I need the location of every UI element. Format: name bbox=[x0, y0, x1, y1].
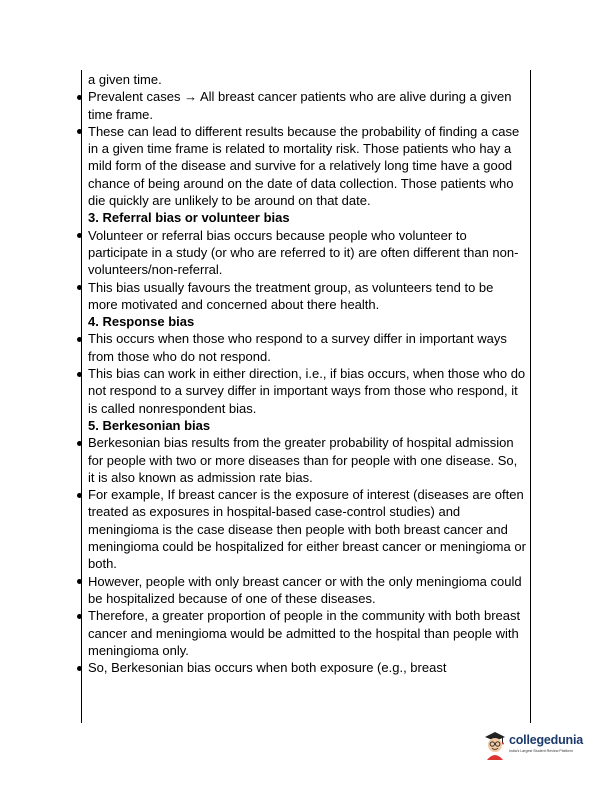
bullet-item bbox=[88, 486, 526, 572]
bullet-text: Berkesonian bias results from the greater probability of hospital admission for people with two or more diseases than for people with one disease. So, it is also known as admission rate bias. bbox=[88, 435, 518, 485]
bullet-dot-icon bbox=[77, 493, 82, 498]
bullet-dot-icon bbox=[77, 441, 82, 446]
bullet-dot-icon bbox=[77, 666, 82, 671]
logo-tagline: India's Largest Student Review Platform bbox=[509, 749, 573, 753]
section-heading: 4. Response bias bbox=[88, 314, 195, 330]
bullet-text: So, Berkesonian bias occurs when both exposure (e.g., breast bbox=[88, 660, 447, 676]
bullet-text: However, people with only breast cancer or with the only meningioma could be hospitalized because of one of these diseases. bbox=[88, 573, 522, 606]
bullet-text: This bias usually favours the treatment group, as volunteers tend to be more motivated and concerned about there health. bbox=[88, 279, 494, 312]
continuation-text: a given time. bbox=[88, 72, 162, 87]
bullet-text: These can lead to different results because the probability of finding a case in a given time frame is related to mortality risk. Those patients who hay a mild form of the disease and survive for a relatively long time have a good chance of being around on the date of data collection. Those patients who die quickly are unlikely to be around on that date. bbox=[88, 123, 520, 209]
bullet-text: Prevalent cases → All breast cancer patients who are alive during a given time frame. bbox=[88, 89, 512, 122]
bullet-item bbox=[88, 227, 526, 279]
bullet-dot-icon bbox=[77, 614, 82, 619]
bullet-dot-icon bbox=[77, 372, 82, 377]
bullet-item bbox=[88, 88, 526, 123]
bullet-item bbox=[88, 434, 526, 486]
left-margin-rule bbox=[81, 70, 82, 723]
bullet-dot-icon bbox=[77, 95, 82, 100]
bullet-item bbox=[88, 123, 526, 209]
section-heading: 3. Referral bias or volunteer bias bbox=[88, 210, 290, 226]
bullet-dot-icon bbox=[77, 337, 82, 342]
bullet-text: This occurs when those who respond to a survey differ in important ways from those who do not respond. bbox=[88, 331, 507, 364]
bullet-text: For example, If breast cancer is the exposure of interest (diseases are often treated as exposures in hospital-based case-control studies) and meningioma is the case disease then people with both breast cancer and meningioma could be hospitalized for either breast cancer or meningioma or both. bbox=[88, 487, 526, 572]
section-heading: 5. Berkesonian bias bbox=[88, 417, 211, 433]
bullet-item bbox=[88, 659, 526, 676]
bullet-text: Therefore, a greater proportion of people in the community with both breast cancer and meningioma would be admitted to the hospital than people with meningioma only. bbox=[88, 608, 521, 658]
collegedunia-logo bbox=[483, 729, 587, 763]
mascot-icon bbox=[483, 730, 507, 760]
right-margin-rule bbox=[530, 70, 531, 723]
bullet-item bbox=[88, 279, 526, 314]
logo-brand-text: collegedunia bbox=[509, 733, 584, 747]
bullet-text: This bias can work in either direction, i.e., if bias occurs, when those who do not respond to a survey differ in important ways from those who respond, it is called nonrespondent bias. bbox=[88, 366, 526, 416]
content-list bbox=[88, 88, 526, 676]
bullet-item bbox=[88, 330, 526, 365]
bullet-text: Volunteer or referral bias occurs because people who volunteer to participate in a study (or who are referred to it) are often different than non-volunteers/non-referral. bbox=[88, 227, 519, 278]
bullet-item bbox=[88, 573, 526, 608]
bullet-item bbox=[88, 607, 526, 659]
document-body bbox=[88, 71, 526, 676]
bullet-item bbox=[88, 365, 526, 417]
